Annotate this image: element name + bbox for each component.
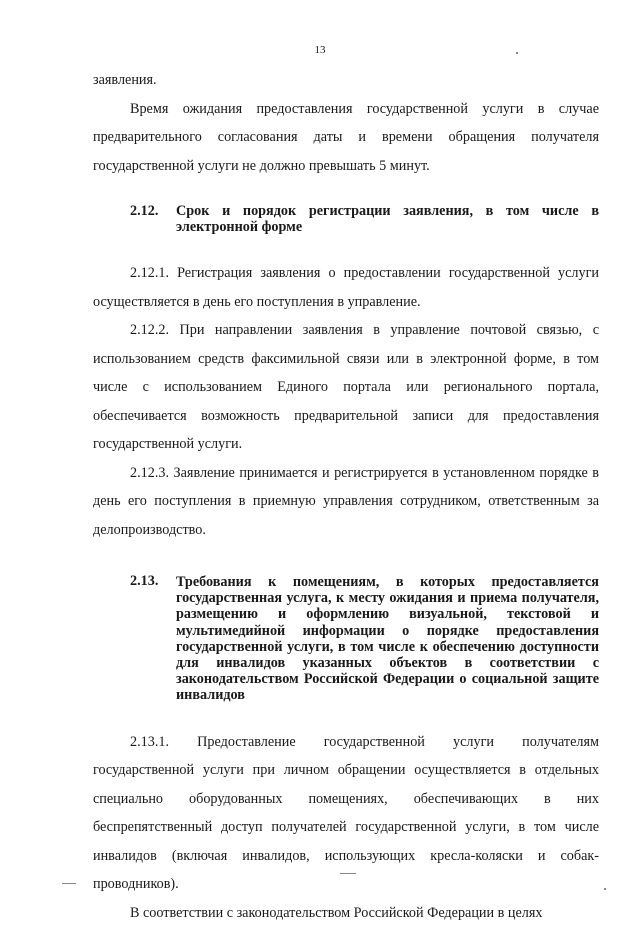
section-title: Требования к помещениям, в которых предоставляется государственная услуга, к месту ожидания и приема получателя, размещению и оформлению визуальной, текстовой и мультимедийной информации о порядке предоставления государственной услуги, в том числе к обеспечению доступности для инвалидов указанных объектов в соответствии с законодательством Российской Федерации о социальной защите инвалидов	[176, 574, 599, 704]
paragraph-continuation: заявления.	[93, 72, 157, 88]
paragraph-waiting-time: Время ожидания предоставления государственной услуги в случае предварительного согласования даты и времени обращения получателя государственной услуги не должно превышать 5 минут.	[93, 100, 599, 174]
paragraph-2-12-3: 2.12.3. Заявление принимается и регистрируется в установленном порядке в день его поступления в приемную управления сотрудником, ответственным за делопроизводство.	[93, 464, 599, 538]
section-title: Срок и порядок регистрации заявления, в том числе в электронной форме	[176, 203, 599, 235]
paragraph-2-12-2: 2.12.2. При направлении заявления в управление почтовой связью, с использованием средств факсимильной связи или в электронной форме, в том числе с использованием Единого портала или регионального портала, обеспечивается возможность предварительной записи для предоставления государственной услуги.	[93, 322, 599, 452]
paragraph-2-13-1: 2.13.1. Предоставление государственной услуги получателям государственной услуги при личном обращении осуществляется в отдельных специально оборудованных помещениях, обеспечивающих в них беспрепятственный доступ получателей государственной услуги, в том числе инвалидов (включая инвалидов, использующих кресла-коляски и собак-проводников).	[93, 733, 599, 893]
scan-artifact-dot	[604, 888, 606, 890]
document-body	[93, 66, 599, 927]
section-heading-2-12	[93, 204, 599, 235]
paragraph-last: В соответствии с законодательством Российской Федерации в целях	[130, 904, 543, 921]
section-heading-2-13	[93, 574, 599, 704]
page-number: 13	[314, 44, 326, 56]
section-number: 2.12.	[130, 203, 159, 219]
section-number: 2.13.	[130, 573, 159, 589]
scan-artifact-mark	[340, 873, 356, 874]
scan-artifact-mark	[62, 883, 76, 884]
scan-artifact-dot	[516, 52, 518, 54]
paragraph-2-12-1: 2.12.1. Регистрация заявления о предоставлении государственной услуги осуществляется в день его поступления в управление.	[93, 265, 599, 310]
